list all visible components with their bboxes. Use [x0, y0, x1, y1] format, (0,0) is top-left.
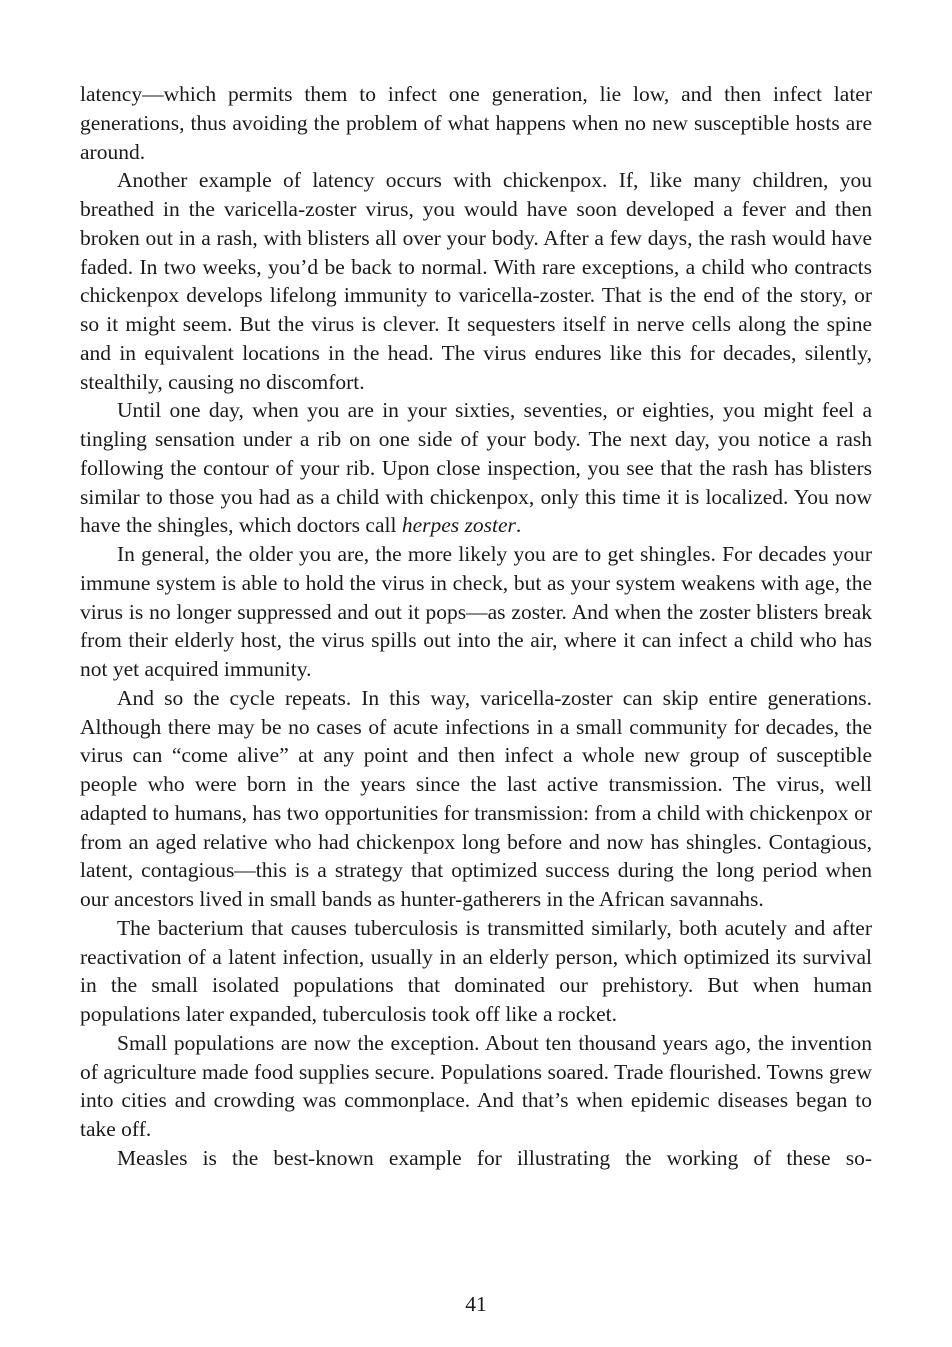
text-run: Another example of latency occurs with chickenpox. If, like many children, you breathed in the varicella-zoster virus, you would have soon developed a fever and then broken out in a rash, with blisters all over your body. After a few days, the rash would have faded. In two weeks, you’d be back to normal. With rare exceptions, a child who contracts chickenpox develops lifelong immunity to varicella-zoster. That is the end of the story, or so it might seem. But the virus is clever. It sequesters itself in nerve cells along the spine and in equivalent locations in the head. The virus endures like this for decades, silently, stealthily, causing no discomfort.: [80, 168, 872, 394]
text-run: The bacterium that causes tuberculosis is transmitted similarly, both acutely and after reactivation of a latent infection, usually in an elderly person, which optimized its survival in the small isolated populations that dominated our prehistory. But when human populations later expanded, tuberculosis took off like a rocket.: [80, 915, 872, 1026]
text-run: latency—which permits them to infect one generation, lie low, and then infect later generations, thus avoiding the problem of what happens when no new susceptible hosts are around.: [80, 82, 872, 164]
text-run: And so the cycle repeats. In this way, varicella-zoster can skip entire generations. Although there may be no cases of acute infections in a small community for decades, the virus can “come alive” at any point and then infect a whole new group of susceptible people who were born in the years since the last active transmission. The virus, well adapted to humans, has two opportunities for transmission: from a child with chickenpox or from an aged relative who had chickenpox long before and now has shingles. Contagious, latent, contagious—this is a strategy that optimized success during the long period when our ancestors lived in small bands as hunter-gatherers in the African savannahs.: [80, 685, 872, 911]
text-run: Small populations are now the exception. About ten thousand years ago, the invention of agriculture made food supplies secure. Populations soared. Trade flourished. Towns grew into cities and crowding was commonplace. And that’s when epidemic diseases began to take off.: [80, 1030, 872, 1141]
paragraph: [80, 684, 872, 914]
text-run: .: [515, 513, 522, 538]
paragraph: [80, 166, 872, 396]
italic-term: herpes zoster: [401, 513, 516, 538]
page-number: 41: [465, 1292, 487, 1316]
paragraph: [80, 1029, 872, 1144]
text-run: Measles is the best-known example for illustrating the working of these so-: [117, 1145, 872, 1170]
body-text: [80, 80, 872, 1173]
paragraph: [80, 914, 872, 1029]
paragraph: [80, 540, 872, 684]
paragraph: [80, 80, 872, 166]
paragraph: [80, 396, 872, 540]
text-run: Until one day, when you are in your sixties, seventies, or eighties, you might feel a tingling sensation under a rib on one side of your body. The next day, you notice a rash following the contour of your rib. Upon close inspection, you see that the rash has blisters similar to those you had as a child with chickenpox, only this time it is localized. You now have the shingles, which doctors call: [80, 398, 872, 538]
paragraph: [80, 1144, 872, 1173]
text-run: In general, the older you are, the more likely you are to get shingles. For decades your immune system is able to hold the virus in check, but as your system weakens with age, the virus is no longer suppressed and out it pops—as zoster. And when the zoster blisters break from their elderly host, the virus spills out into the air, where it can infect a child who has not yet acquired immunity.: [80, 542, 872, 681]
